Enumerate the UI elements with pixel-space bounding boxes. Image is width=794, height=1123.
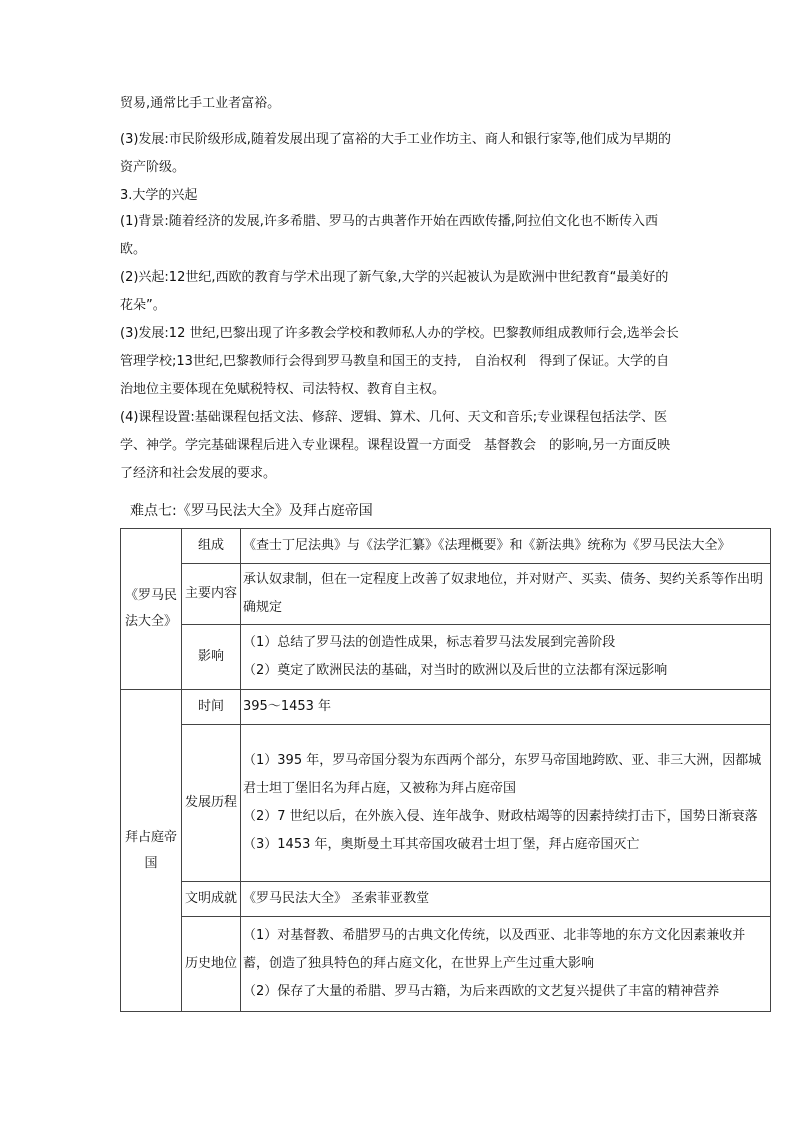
row-label: 时间 — [182, 690, 241, 725]
row-content: 395～1453 年 — [241, 690, 771, 725]
row-label: 影响 — [182, 625, 241, 690]
paragraph-trade: 贸易,通常比手工业者富裕。 — [120, 96, 281, 111]
section-title: 难点七:《罗马民法大全》及拜占庭帝国 — [130, 503, 373, 519]
table-row — [121, 529, 771, 564]
row-content: （1）总结了罗马法的创造性成果，标志着罗马法发展到完善阶段 （2）奠定了欧洲民法的基础，对当时的欧洲以及后世的立法都有深远影响 — [241, 625, 771, 690]
row-label: 历史地位 — [182, 917, 241, 1012]
row-label: 文明成就 — [182, 882, 241, 917]
knowledge-table — [120, 528, 771, 1012]
section-heading-universities: 3.大学的兴起 — [120, 188, 198, 203]
paragraph-curriculum: (4)课程设置:基础课程包括文法、修辞、逻辑、算术、几何、天文和音乐;专业课程包括法学、医学、神学。学完基础课程后进入专业课程。课程设置一方面受 基督教会 的影响,另一方面反映了经济和社会发展的要求。 — [120, 410, 671, 481]
table-row — [121, 625, 771, 690]
row-label: 发展历程 — [182, 725, 241, 882]
table-row — [121, 564, 771, 625]
table-row — [121, 882, 771, 917]
paragraph-background: (1)背景:随着经济的发展,许多希腊、罗马的古典著作开始在西欧传播,阿拉伯文化也不断传入西欧。 — [120, 214, 659, 257]
row-label: 组成 — [182, 529, 241, 564]
table-row — [121, 917, 771, 1012]
row-content: （1）395 年，罗马帝国分裂为东西两个部分，东罗马帝国地跨欧、亚、非三大洲，因都城君士坦丁堡旧名为拜占庭，又被称为拜占庭帝国 （2）7 世纪以后，在外族入侵、连年战争、财政枯竭等的因素持续打击下，国势日渐衰落 （3）1453 年，奥斯曼土耳其帝国攻破君士坦丁堡，拜占庭帝国灭亡 — [241, 725, 771, 882]
table-row — [121, 690, 771, 725]
row-content: 承认奴隶制，但在一定程度上改善了奴隶地位，并对财产、买卖、债务、契约关系等作出明确规定 — [241, 564, 771, 625]
row-group-label: 《罗马民法大全》 — [121, 529, 182, 690]
row-label: 主要内容 — [182, 564, 241, 625]
table-row — [121, 725, 771, 882]
row-content: 《查士丁尼法典》与《法学汇纂》《法理概要》和《新法典》统称为《罗马民法大全》 — [241, 529, 771, 564]
row-content: （1）对基督教、希腊罗马的古典文化传统，以及西亚、北非等地的东方文化因素兼收并蓄，创造了独具特色的拜占庭文化，在世界上产生过重大影响 （2）保存了大量的希腊、罗马古籍，为后来西欧的文艺复兴提供了丰富的精神营养 — [241, 917, 771, 1012]
row-group-label: 拜占庭帝国 — [121, 690, 182, 1012]
paragraph-development-universities: (3)发展:12 世纪,巴黎出现了许多教会学校和教师私人办的学校。巴黎教师组成教师行会,选举会长管理学校;13世纪,巴黎教师行会得到罗马教皇和国王的支持, 自治权利 得到了保证。大学的自治地位主要体现在免赋税特权、司法特权、教育自主权。 — [120, 326, 679, 397]
paragraph-development-burghers: (3)发展:市民阶级形成,随着发展出现了富裕的大手工业作坊主、商人和银行家等,他们成为早期的资产阶级。 — [120, 132, 672, 175]
row-content: 《罗马民法大全》 圣索菲亚教堂 — [241, 882, 771, 917]
paragraph-rise: (2)兴起:12世纪,西欧的教育与学术出现了新气象,大学的兴起被认为是欧洲中世纪教育“最美好的花朵”。 — [120, 270, 669, 313]
